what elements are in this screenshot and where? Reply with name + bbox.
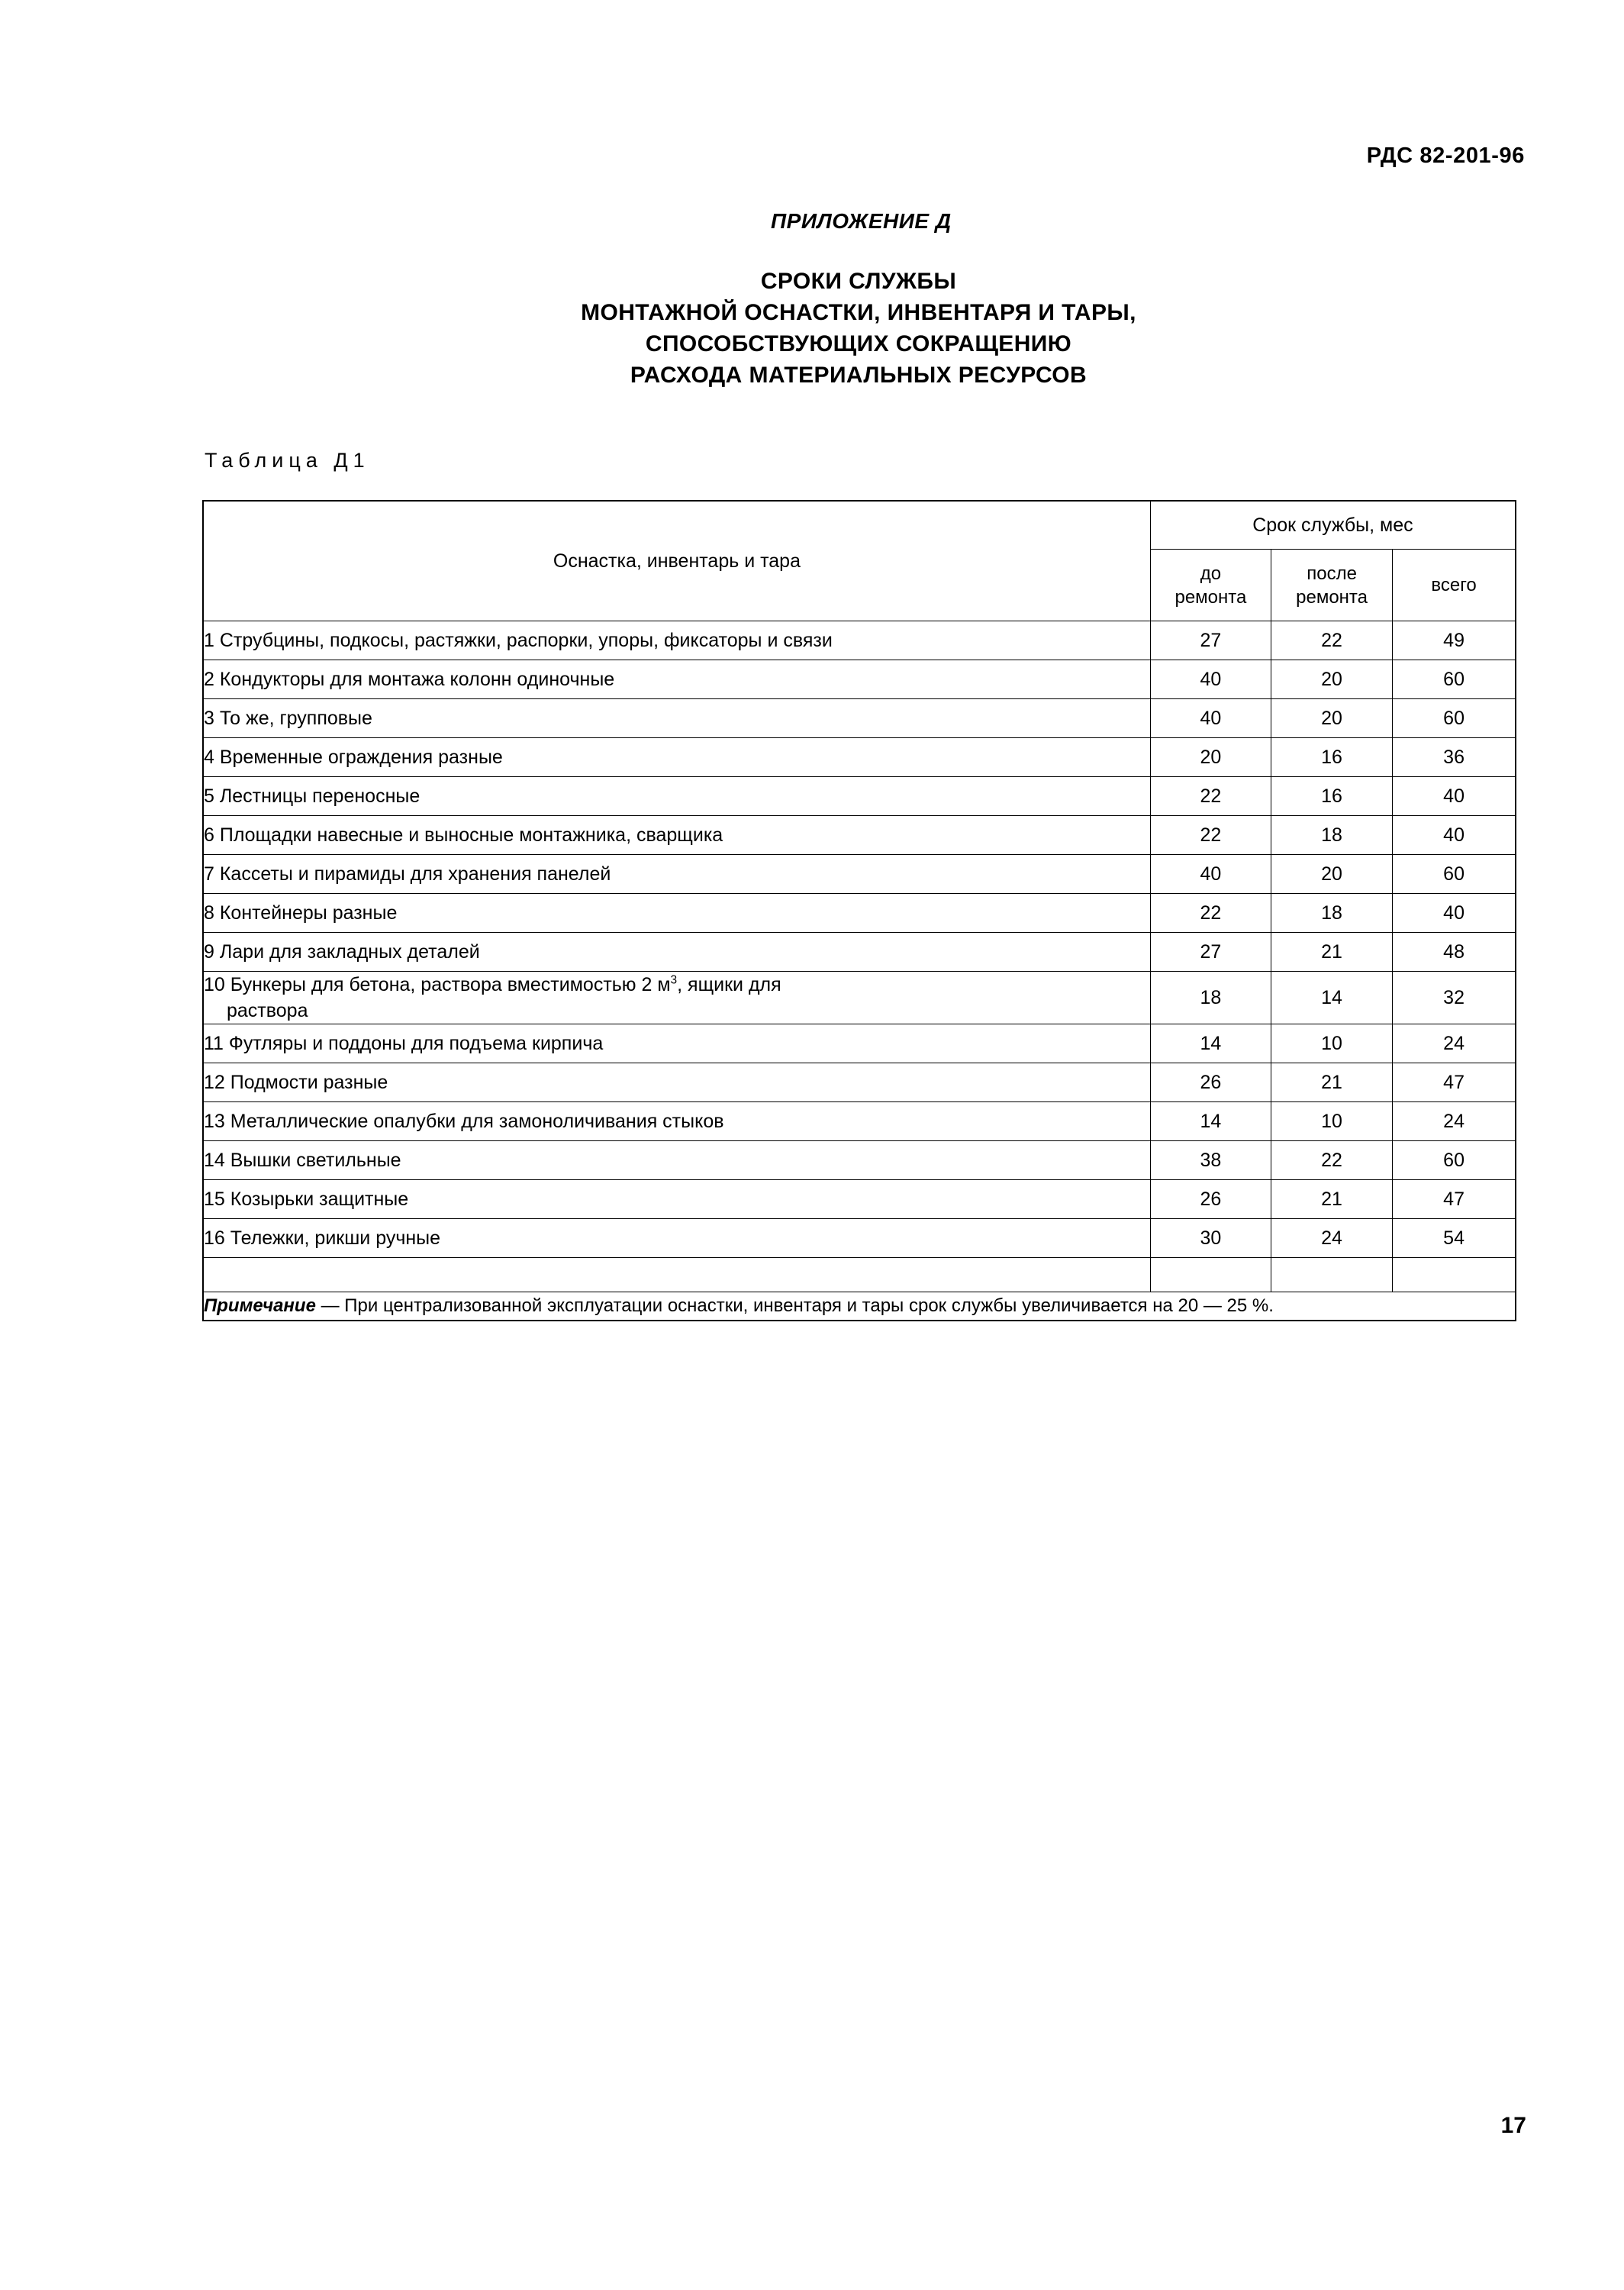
- cell-equipment-name: [203, 699, 1150, 738]
- table-body: [203, 621, 1516, 1292]
- cell-months-total: 49: [1393, 621, 1516, 660]
- cell-equipment-name: [203, 855, 1150, 894]
- cell-months-after-repair: 18: [1271, 816, 1392, 855]
- title-line-3: СПОСОБСТВУЮЩИХ СОКРАЩЕНИЮ: [645, 331, 1072, 356]
- table-row: [203, 1219, 1516, 1258]
- page-title: [202, 266, 1515, 391]
- cell-equipment-name-text: 14 Вышки светильные: [204, 1150, 401, 1171]
- col-header-total: всего: [1393, 550, 1516, 621]
- cell-equipment-name-text: 3 То же, групповые: [204, 708, 372, 729]
- table-row: [203, 738, 1516, 777]
- cell-months-after-repair: 10: [1271, 1102, 1392, 1141]
- title-line-2: МОНТАЖНОЙ ОСНАСТКИ, ИНВЕНТАРЯ И ТАРЫ,: [581, 300, 1136, 325]
- cell-months-before-repair: 40: [1150, 699, 1271, 738]
- cell-equipment-name: [203, 1102, 1150, 1141]
- table-row: [203, 777, 1516, 816]
- cell-months-before-repair: 26: [1150, 1180, 1271, 1219]
- cell-equipment-name-text: 13 Металлические опалубки для замоноличивания стыков: [204, 1111, 724, 1132]
- cell-equipment-name-text: 5 Лестницы переносные: [204, 785, 420, 807]
- cell-equipment-name: [203, 777, 1150, 816]
- cell-months-total: 40: [1393, 816, 1516, 855]
- cell-equipment-name-text: 10 Бункеры для бетона, раствора вместимостью 2 $м^3$, ящики для: [204, 973, 781, 995]
- table-head: [203, 501, 1516, 621]
- cell-months-after-repair: 20: [1271, 855, 1392, 894]
- cell-months-after-repair: 14: [1271, 972, 1392, 1024]
- cell-equipment-name: [203, 1063, 1150, 1102]
- cell-months-total: 24: [1393, 1024, 1516, 1063]
- cell-equipment-name-text: 11 Футляры и поддоны для подъема кирпича: [204, 1033, 604, 1054]
- cell-equipment-name-text: 1 Струбцины, подкосы, растяжки, распорки, упоры, фиксаторы и связи: [204, 630, 833, 651]
- cell-months-after-repair: 24: [1271, 1219, 1392, 1258]
- title-line-4: РАСХОДА МАТЕРИАЛЬНЫХ РЕСУРСОВ: [630, 363, 1088, 388]
- col-header-before-repair-line1: до: [1200, 563, 1222, 584]
- cell-months-total: 60: [1393, 699, 1516, 738]
- cell-months-before-repair: 20: [1150, 738, 1271, 777]
- cell-months-total: 48: [1393, 933, 1516, 972]
- cell-equipment-name: [203, 621, 1150, 660]
- cell-months-after-repair: 22: [1271, 621, 1392, 660]
- cell-months-total: 60: [1393, 1141, 1516, 1180]
- cell-equipment-name: [203, 738, 1150, 777]
- cell-equipment-name: [203, 933, 1150, 972]
- cell-months-before-repair: 30: [1150, 1219, 1271, 1258]
- cell-months-before-repair: 22: [1150, 894, 1271, 933]
- service-life-table: [202, 500, 1516, 1321]
- cell-equipment-name: [203, 660, 1150, 699]
- cell-months-before-repair: 22: [1150, 816, 1271, 855]
- cell-months-before-repair: 14: [1150, 1102, 1271, 1141]
- table-row: [203, 855, 1516, 894]
- cell-months-before-repair: 22: [1150, 777, 1271, 816]
- table-row: [203, 1102, 1516, 1141]
- cell-months-total: 60: [1393, 660, 1516, 699]
- cell-months-after-repair: 10: [1271, 1024, 1392, 1063]
- cell-equipment-name: [203, 1024, 1150, 1063]
- col-header-group: Срок службы, мес: [1150, 501, 1516, 550]
- cell-months-total: 40: [1393, 894, 1516, 933]
- col-header-after-repair: [1271, 550, 1392, 621]
- table-spacer-cell: [1393, 1258, 1516, 1292]
- cell-equipment-name-text: 8 Контейнеры разные: [204, 902, 398, 924]
- table-note-row: [203, 1292, 1516, 1321]
- cell-equipment-name-continuation: раствора: [227, 1000, 308, 1021]
- table-row: [203, 1141, 1516, 1180]
- cell-months-before-repair: 26: [1150, 1063, 1271, 1102]
- title-line-1: СРОКИ СЛУЖБЫ: [760, 269, 957, 294]
- table-spacer-cell: [203, 1258, 1150, 1292]
- table-row: [203, 1180, 1516, 1219]
- cell-months-after-repair: 21: [1271, 933, 1392, 972]
- cell-months-before-repair: 27: [1150, 933, 1271, 972]
- cell-months-after-repair: 20: [1271, 660, 1392, 699]
- table-row: [203, 660, 1516, 699]
- cell-equipment-name-text: 4 Временные ограждения разные: [204, 747, 503, 768]
- table-spacer-cell: [1150, 1258, 1271, 1292]
- col-header-after-repair-line1: после: [1307, 563, 1357, 584]
- document-code: РДС 82-201-96: [1366, 144, 1525, 168]
- table-row: [203, 621, 1516, 660]
- cell-months-total: 32: [1393, 972, 1516, 1024]
- cell-months-before-repair: 40: [1150, 660, 1271, 699]
- table-row: [203, 1063, 1516, 1102]
- cell-months-total: 36: [1393, 738, 1516, 777]
- cell-equipment-name: [203, 1219, 1150, 1258]
- cell-equipment-name-text: 9 Лари для закладных деталей: [204, 941, 480, 963]
- cell-months-total: 54: [1393, 1219, 1516, 1258]
- cell-equipment-name: [203, 1180, 1150, 1219]
- cell-months-after-repair: 16: [1271, 738, 1392, 777]
- cell-months-before-repair: 14: [1150, 1024, 1271, 1063]
- cell-months-total: 40: [1393, 777, 1516, 816]
- table-row: [203, 699, 1516, 738]
- table-row: [203, 816, 1516, 855]
- table-caption: Таблица Д1: [205, 449, 370, 472]
- cell-equipment-name: [203, 972, 1150, 1024]
- appendix-label: ПРИЛОЖЕНИЕ Д: [771, 209, 952, 233]
- cell-equipment-name: [203, 816, 1150, 855]
- cell-months-after-repair: 16: [1271, 777, 1392, 816]
- col-header-name: Оснастка, инвентарь и тара: [203, 501, 1150, 621]
- cell-equipment-name-text: 15 Козырьки защитные: [204, 1189, 409, 1210]
- col-header-before-repair: [1150, 550, 1271, 621]
- cell-months-after-repair: 21: [1271, 1063, 1392, 1102]
- table-container: [202, 500, 1516, 1321]
- cell-months-before-repair: 27: [1150, 621, 1271, 660]
- table-spacer-cell: [1271, 1258, 1392, 1292]
- cell-months-after-repair: 20: [1271, 699, 1392, 738]
- cell-months-before-repair: 40: [1150, 855, 1271, 894]
- table-header-row-group: [203, 501, 1516, 550]
- cell-equipment-name: [203, 894, 1150, 933]
- cell-equipment-name-text: 6 Площадки навесные и выносные монтажника, сварщика: [204, 824, 723, 846]
- table-row: [203, 894, 1516, 933]
- table-foot: [203, 1292, 1516, 1321]
- table-spacer-row: [203, 1258, 1516, 1292]
- cell-months-before-repair: 38: [1150, 1141, 1271, 1180]
- cell-equipment-name-text: 7 Кассеты и пирамиды для хранения панелей: [204, 863, 611, 885]
- cell-months-total: 24: [1393, 1102, 1516, 1141]
- cell-equipment-name-text: 16 Тележки, рикши ручные: [204, 1227, 441, 1249]
- cell-equipment-name-text: 2 Кондукторы для монтажа колонн одиночные: [204, 669, 615, 690]
- cell-months-after-repair: 22: [1271, 1141, 1392, 1180]
- table-row: [203, 1024, 1516, 1063]
- table-note-label: Примечание: [204, 1295, 316, 1316]
- table-row: [203, 972, 1516, 1024]
- cell-months-after-repair: 21: [1271, 1180, 1392, 1219]
- col-header-before-repair-line2: ремонта: [1174, 586, 1247, 608]
- col-header-after-repair-line2: ремонта: [1296, 586, 1368, 608]
- cell-equipment-name: [203, 1141, 1150, 1180]
- cell-months-before-repair: 18: [1150, 972, 1271, 1024]
- cell-months-total: 47: [1393, 1180, 1516, 1219]
- table-row: [203, 933, 1516, 972]
- cell-equipment-name-text: 12 Подмости разные: [204, 1072, 388, 1093]
- cell-months-after-repair: 18: [1271, 894, 1392, 933]
- cell-months-total: 47: [1393, 1063, 1516, 1102]
- table-note: [203, 1292, 1516, 1321]
- table-note-text: — При централизованной эксплуатации оснастки, инвентаря и тары срок службы увеличивается на 20 — 25 %.: [315, 1295, 1274, 1316]
- cell-months-total: 60: [1393, 855, 1516, 894]
- page-number: 17: [1500, 2113, 1526, 2138]
